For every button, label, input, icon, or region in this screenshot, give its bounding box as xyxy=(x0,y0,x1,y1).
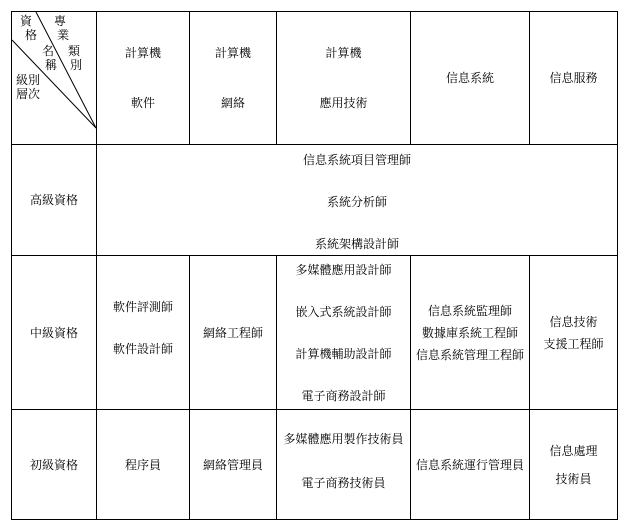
row-label-intermediate: 中級資格 xyxy=(29,325,78,340)
row-label-senior: 高級資格 xyxy=(29,193,78,207)
title-item: 信息處理 xyxy=(549,443,598,458)
intermediate-application xyxy=(277,256,410,409)
header-line: 應用技術 xyxy=(319,96,368,110)
title-item: 計算機輔助設計師 xyxy=(295,346,392,361)
corner-char-ge: 格 xyxy=(25,28,38,42)
title-item: 嵌入式系統設計師 xyxy=(295,304,392,319)
senior-title: 信息系統項目管理師 xyxy=(302,153,411,167)
title-item: 技術員 xyxy=(555,471,592,486)
header-computer-software xyxy=(97,12,189,144)
intermediate-information-system xyxy=(411,256,529,409)
junior-application xyxy=(277,410,410,519)
header-line: 信息服務 xyxy=(549,71,598,85)
title-item: 支援工程師 xyxy=(543,336,604,351)
title-item: 數據庫系統工程師 xyxy=(421,325,518,340)
junior-software xyxy=(97,410,189,519)
title-item: 網絡工程師 xyxy=(202,325,263,340)
title-item: 軟件設計師 xyxy=(112,341,173,356)
header-line: 信息系統 xyxy=(445,71,494,85)
title-item: 多媒體應用製作技術員 xyxy=(283,431,404,446)
header-computer-network xyxy=(190,12,276,144)
title-item: 網絡管理員 xyxy=(202,457,263,472)
senior-merged-cell xyxy=(97,145,617,255)
junior-network xyxy=(190,410,276,519)
header-line: 計算機 xyxy=(124,46,161,60)
header-line: 軟件 xyxy=(130,96,155,110)
corner-char-zi: 資 xyxy=(20,14,33,28)
intermediate-network xyxy=(190,256,276,409)
corner-level-label: 級別 xyxy=(16,73,41,87)
junior-information-service xyxy=(530,410,617,519)
title-item: 信息系統運行管理員 xyxy=(415,457,524,472)
header-information-system xyxy=(411,12,529,144)
corner-char-bie: 別 xyxy=(70,58,83,72)
header-line: 計算機 xyxy=(325,46,362,60)
corner-tier-label: 層次 xyxy=(16,87,41,101)
corner-char-cheng: 稱 xyxy=(45,58,58,72)
title-item: 電子商務技術員 xyxy=(301,475,386,490)
header-computer-application xyxy=(277,12,410,144)
title-item: 信息系統管理工程師 xyxy=(415,347,524,362)
title-item: 多媒體應用設計師 xyxy=(295,262,392,277)
header-information-service xyxy=(530,12,617,144)
title-item: 軟件評測師 xyxy=(112,299,173,314)
header-line: 網絡 xyxy=(220,96,245,110)
corner-char-ye: 業 xyxy=(57,28,70,42)
corner-char-ming: 名 xyxy=(42,44,55,58)
intermediate-information-service xyxy=(530,256,617,409)
senior-title: 系統架構設計師 xyxy=(314,237,399,251)
title-item: 程序員 xyxy=(124,457,161,472)
header-line: 計算機 xyxy=(214,46,251,60)
corner-char-lei: 類 xyxy=(68,44,81,58)
row-label-junior: 初級資格 xyxy=(29,457,78,472)
junior-information-system xyxy=(411,410,529,519)
intermediate-software xyxy=(97,256,189,409)
title-item: 電子商務設計師 xyxy=(301,388,386,403)
corner-char-zhuan: 專 xyxy=(54,14,67,28)
senior-title: 系統分析師 xyxy=(326,195,387,209)
title-item: 信息技術 xyxy=(549,314,598,329)
title-item: 信息系統監理師 xyxy=(427,303,512,318)
